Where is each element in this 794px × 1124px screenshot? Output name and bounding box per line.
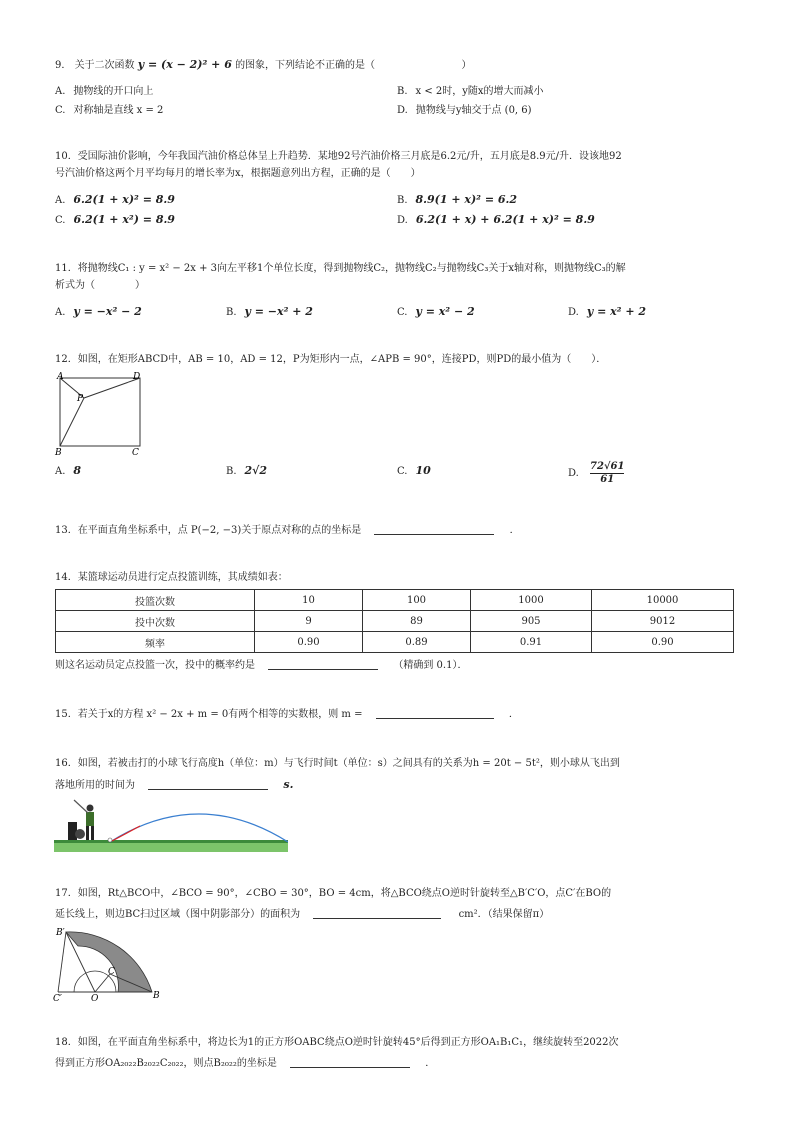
- grass-edge: [54, 840, 288, 843]
- q16-answer-blank[interactable]: [148, 779, 268, 790]
- q14-follow-up: 则这名运动员定点投篮一次，投中的概率约是 （精确到 0.1）．: [55, 660, 468, 671]
- table-row: 投篮次数 10 100 1000 10000: [56, 590, 734, 611]
- q9-formula: y = (x − 2)² + 6: [137, 58, 232, 71]
- q12-option-d-fraction: [590, 461, 624, 486]
- q17-line1: 如图，Rt△BCO中，∠BCO = 90°，∠CBO = 30°，BO = 4cm，将△BCO绕点O逆时针旋转至△B′C′O，点C′在BO的: [77, 888, 612, 899]
- question-17: 17．如图，Rt△BCO中，∠BCO = 90°，∠CBO = 30°，BO = 4cm，将△BCO绕点O逆时针旋转至△B′C′O，点C′在BO的 延长线上，则边BC扫过区域（图中阴影部分）的面积为 cm²．（结果保留π）: [55, 888, 612, 920]
- question-15: 15．若关于x的方程 x² − 2x + m = 0有两个相等的实数根，则 m = ．: [55, 709, 519, 720]
- q12-fraction-numerator: 72√61: [590, 461, 625, 472]
- q17-answer-blank[interactable]: [313, 908, 441, 919]
- q12-label-p: P: [77, 394, 84, 404]
- q9-end: ）: [461, 60, 472, 71]
- q12-option-b[interactable]: B. 2√2: [226, 464, 268, 477]
- q9-post: 的图象，下列结论不正确的是（: [235, 60, 376, 71]
- q17-rotation-figure: [52, 926, 168, 1002]
- question-18: 18．如图，在平面直角坐标系中，将边长为1的正方形OABC绕点O逆时针旋转45°后得到正方形OA₁B₁C₁，继续旋转至2022次 得到正方形OA₂₀₂₂B₂₀₂₂C₂₀₂₂，则点B₂₀₂₂的坐标是 ．: [55, 1037, 619, 1069]
- table-row: 投中次数 9 89 905 9012: [56, 611, 734, 632]
- q10-line1: 受国际油价影响，今年我国汽油价格总体呈上升趋势．某地92号汽油价格三月底是6.2元/升，五月底是8.9元/升．设该地92: [77, 151, 622, 162]
- question-11: 11．将抛物线C₁ : y = x² − 2x + 3向左平移1个单位长度，得到抛物线C₂，抛物线C₂与抛物线C₃关于x轴对称，则抛物线C₃的解 析式为（ ）: [55, 262, 745, 293]
- q12-line1: 如图，在矩形ABCD中，AB = 10，AD = 12，P为矩形内一点，∠APB = 90°，连接PD，则PD的最小值为（ ）．: [77, 354, 607, 365]
- q12-figure-lines: [60, 378, 140, 446]
- q13-text: 在平面直角坐标系中，点 P(−2, −3)关于原点对称的点的坐标是: [77, 525, 362, 536]
- q17-label-b: B: [153, 991, 160, 1001]
- q12-label-d: D: [133, 372, 141, 382]
- q12-rectangle-figure: [52, 370, 152, 458]
- q9-option-d[interactable]: D. 抛物线与y轴交于点 (0, 6): [397, 105, 532, 116]
- table-row: 频率 0.90 0.89 0.91 0.90: [56, 632, 734, 653]
- q11-line2: 析式为（ ）: [55, 280, 145, 291]
- q12-option-d[interactable]: D. $\frac{72√61}{61}$: [568, 461, 625, 485]
- question-10: 10．受国际油价影响，今年我国汽油价格总体呈上升趋势．某地92号汽油价格三月底是6.2元/升，五月底是8.9元/升．设该地92 号汽油价格这两个月平均每月的增长率为x，根据题意列出方程，正确的是（ ）: [55, 150, 745, 181]
- question-13: 13．在平面直角坐标系中，点 P(−2, −3)关于原点对称的点的坐标是 ．: [55, 525, 520, 536]
- q14-answer-blank[interactable]: [268, 659, 378, 670]
- q9-number: 9．: [55, 60, 72, 71]
- q9-option-b[interactable]: B. x < 2时，y随x的增大而减小: [397, 86, 544, 97]
- q14-score-table: [55, 589, 734, 653]
- q14-text: 某篮球运动员进行定点投篮训练，其成绩如表：: [77, 572, 288, 583]
- q11-option-c[interactable]: C. y = x² − 2: [397, 305, 475, 318]
- q10-option-b[interactable]: B. 8.9(1 + x)² = 6.2: [397, 193, 517, 206]
- q16-line1: 如图，若被击打的小球飞行高度h（单位：m）与飞行时间t（单位：s）之间具有的关系为h = 20t − 5t²，则小球从飞出到: [77, 758, 620, 769]
- q17-label-c: C: [108, 967, 115, 977]
- q12-option-a[interactable]: A. 8: [55, 464, 82, 477]
- q12-option-c[interactable]: C. 10: [397, 464, 431, 477]
- q9-option-c[interactable]: C. 对称轴是直线 x = 2: [55, 105, 164, 116]
- q17-label-c-prime: C′: [53, 994, 62, 1002]
- q18-answer-blank[interactable]: [290, 1057, 410, 1068]
- q17-label-o: O: [91, 994, 99, 1002]
- question-12: 12．如图，在矩形ABCD中，AB = 10，AD = 12，P为矩形内一点，∠APB = 90°，连接PD，则PD的最小值为（ ）．: [55, 354, 607, 365]
- question-14: 14．某篮球运动员进行定点投篮训练，其成绩如表：: [55, 572, 288, 583]
- q9-pre: 关于二次函数: [74, 60, 135, 71]
- q18-line1: 如图，在平面直角坐标系中，将边长为1的正方形OABC绕点O逆时针旋转45°后得到正方形OA₁B₁C₁，继续旋转至2022次: [77, 1037, 619, 1048]
- q10-option-d[interactable]: D. 6.2(1 + x) + 6.2(1 + x)² = 8.9: [397, 213, 595, 226]
- shaded-swept-region: [66, 932, 152, 992]
- question-9: [55, 58, 471, 73]
- grass-ground: [54, 842, 288, 852]
- q16-golf-figure: [54, 796, 288, 854]
- q11-option-d[interactable]: D. y = x² + 2: [568, 305, 647, 318]
- q15-text: 若关于x的方程 x² − 2x + m = 0有两个相等的实数根，则 m =: [77, 709, 363, 720]
- q11-option-b[interactable]: B. y = −x² + 2: [226, 305, 313, 318]
- q17-label-b-prime: B′: [56, 928, 65, 938]
- golf-bag-icon: [68, 822, 85, 840]
- q10-option-c[interactable]: C. 6.2(1 + x²) = 8.9: [55, 213, 175, 226]
- q12-label-b: B: [55, 448, 62, 458]
- q12-label-a: A: [57, 372, 64, 382]
- q13-answer-blank[interactable]: [374, 524, 494, 535]
- q15-answer-blank[interactable]: [376, 708, 494, 719]
- trajectory-arrow: [112, 826, 140, 841]
- q10-line2: 号汽油价格这两个月平均每月的增长率为x，根据题意列出方程，正确的是（ ）: [55, 168, 421, 179]
- q12-fraction-denominator: 61: [600, 474, 615, 485]
- q10-option-a[interactable]: A. 6.2(1 + x)² = 8.9: [55, 193, 175, 206]
- q11-option-a[interactable]: A. y = −x² − 2: [55, 305, 142, 318]
- golf-ball: [108, 838, 112, 842]
- question-16: 16．如图，若被击打的小球飞行高度h（单位：m）与飞行时间t（单位：s）之间具有的关系为h = 20t − 5t²，则小球从飞出到 落地所用的时间为 s.: [55, 758, 620, 791]
- q12-label-c: C: [132, 448, 139, 458]
- q11-line1: 将抛物线C₁ : y = x² − 2x + 3向左平移1个单位长度，得到抛物线C₂，抛物线C₂与抛物线C₃关于x轴对称，则抛物线C₃的解: [77, 263, 626, 274]
- q9-option-a[interactable]: A. 抛物线的开口向上: [55, 86, 154, 97]
